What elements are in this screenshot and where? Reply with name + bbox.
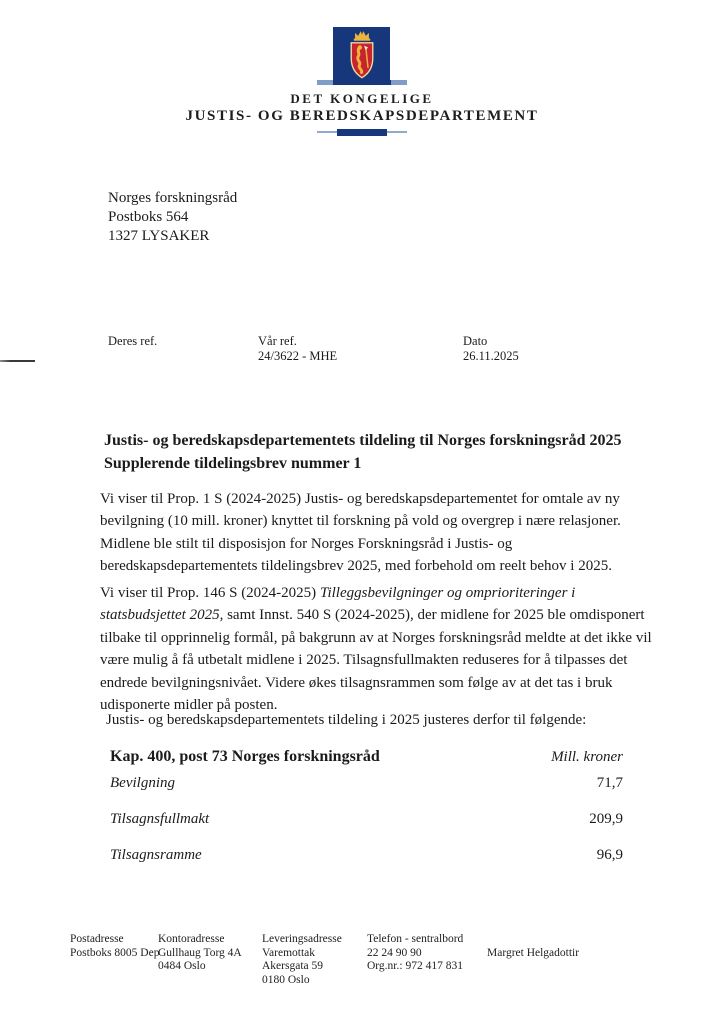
footer-saksbehandler	[487, 933, 579, 960]
budget-table-header-label: Kap. 400, post 73 Norges forskningsråd	[110, 748, 380, 765]
emblem-bottom-bar-thick	[337, 129, 387, 136]
royal-emblem	[186, 27, 539, 136]
letterhead-department-line: JUSTIS- OG BEREDSKAPSDEPARTEMENT	[185, 108, 539, 124]
norwegian-coat-of-arms-icon	[342, 29, 382, 79]
budget-table	[110, 748, 623, 876]
fold-mark	[0, 360, 35, 362]
paragraph-2-end: samt Innst. 540 S (2024-2025), der midlene for 2025 ble omdisponert tilbake til opprinnelig formål, på bakgrunn av at Norges forskningsråd meldte at det ikke vil være mulig å få utbetalt midlene i 2025. Tilsagnsfullmakten reduseres for å tilpasses det endrede bevilgningsnivået. Videre økes tilsagnsrammen som følge av at det tas i bruk udisponerte midler på posten.	[100, 607, 652, 714]
footer-kontoradresse	[158, 933, 242, 974]
deres-ref-label: Deres ref.	[108, 334, 158, 348]
emblem-bottom-bar	[317, 129, 407, 136]
row-label-tilsagnsfullmakt: Tilsagnsfullmakt	[110, 811, 210, 827]
table-row	[110, 847, 623, 876]
row-value-bevilgning: 71,7	[596, 775, 623, 791]
dato-label: Dato	[463, 334, 488, 348]
paragraph-2	[100, 582, 664, 716]
footer-leveringsadresse	[262, 933, 342, 987]
footer-text: Leveringsadresse	[262, 933, 342, 945]
emblem-top-bar-center	[333, 80, 391, 85]
recipient-city: 1327 LYSAKER	[108, 228, 210, 244]
footer-text: Akersgata 59	[262, 960, 323, 972]
footer-text: Telefon - sentralbord	[367, 933, 464, 945]
table-row	[110, 811, 623, 840]
emblem-top-bar	[317, 80, 407, 85]
table-row	[110, 775, 623, 804]
var-ref-value: 24/3622 - MHE	[258, 348, 338, 363]
footer-text: Postboks 8005 Dep	[70, 946, 160, 959]
paragraph-3: Justis- og beredskapsdepartementets tildeling i 2025 justeres derfor til følgende:	[106, 712, 587, 728]
paragraph-2-start: Vi viser til Prop. 146 S (2024-2025)	[100, 585, 320, 601]
footer-text: Postadresse	[70, 933, 124, 945]
footer-text: 0484 Oslo	[158, 960, 206, 972]
recipient-name: Norges forskningsråd	[108, 190, 238, 206]
deres-ref-column	[108, 334, 157, 349]
budget-table-unit: Mill. kroner	[551, 749, 623, 765]
dato-value: 26.11.2025	[463, 348, 519, 363]
paragraph-1: Vi viser til Prop. 1 S (2024-2025) Justis- og beredskapsdepartementet for omtale av ny bevilgning (10 mill. kroner) knyttet til forskning på vold og overgrep i nære relasjoner. Midlene ble stilt til disposisjon for Norges Forskningsråd i Justis- og beredskapsdepartementets tildelingsbrev 2025, med forbehold om reelt behov i 2025.	[100, 491, 621, 575]
footer-text: Org.nr.: 972 417 831	[367, 960, 463, 972]
recipient-postbox: Postboks 564	[108, 209, 189, 225]
var-ref-label: Vår ref.	[258, 334, 297, 348]
footer-text: 0180 Oslo	[262, 973, 310, 986]
footer-text: 22 24 90 90	[367, 946, 422, 959]
recipient-address	[108, 189, 237, 246]
row-value-tilsagnsfullmakt: 209,9	[589, 811, 623, 827]
footer-telefon	[367, 933, 463, 974]
footer-text: Varemottak	[262, 946, 316, 959]
budget-table-header	[110, 748, 623, 766]
letterhead	[0, 27, 724, 136]
row-label-bevilgning: Bevilgning	[110, 775, 175, 791]
footer-text: Kontoradresse	[158, 933, 225, 945]
letterhead-royal-line: DET KONGELIGE	[290, 91, 434, 106]
footer-text: Margret Helgadottir	[487, 946, 580, 959]
letter-title	[104, 429, 666, 475]
footer-text: Gullhaug Torg 4A	[158, 946, 242, 959]
row-value-tilsagnsramme: 96,9	[596, 847, 623, 863]
row-label-tilsagnsramme: Tilsagnsramme	[110, 847, 202, 863]
letter-title-line1: Justis- og beredskapsdepartementets tildeling til Norges forskningsråd 2025	[104, 432, 622, 449]
var-ref-column	[258, 334, 337, 363]
dato-column	[463, 334, 519, 363]
letter-title-line2: Supplerende tildelingsbrev nummer 1	[104, 455, 362, 472]
paragraph-2-citation: Tilleggsbevilgninger og omprioriteringer i statsbudsjettet 2025,	[100, 585, 576, 624]
coat-of-arms-background	[333, 27, 390, 80]
footer-postadresse	[70, 933, 159, 960]
